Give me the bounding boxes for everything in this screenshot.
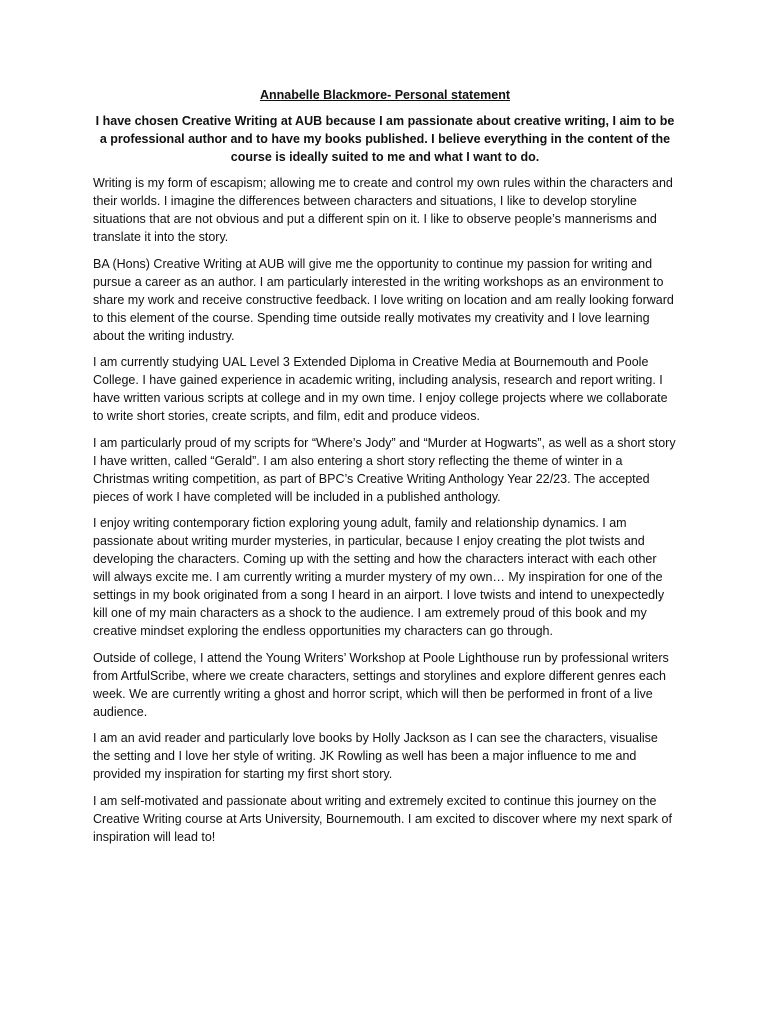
paragraph-reading: I am an avid reader and particularly love books by Holly Jackson as I can see the characters, visualise the setting and I love her style of writing. JK Rowling as well has been a major influence to me and provided my inspiration for starting my first short story. [93, 731, 658, 781]
paragraph-scripts: I am particularly proud of my scripts for “Where’s Jody” and “Murder at Hogwarts”, as well as a short story I have written, called “Gerald”. I am also entering a short story reflecting the theme of winter in a Christmas writing competition, as part of BPC’s Creative Writing Anthology Year 22/23. The accepted pieces of work I have completed will be included in a published anthology. [93, 435, 676, 504]
paragraph-current-studies: I am currently studying UAL Level 3 Extended Diploma in Creative Media at Bournemouth and Poole College. I have gained experience in academic writing, including analysis, research and report writing. I have written various scripts at college and in my own time. I enjoy college projects where we collaborate to write short stories, create scripts, and film, edit and produce videos. [93, 355, 668, 423]
paragraph-escapism: Writing is my form of escapism; allowing me to create and control my own rules within the characters and their worlds. I imagine the differences between characters and situations, I like to develop storyline situations that are not obvious and put a different spin on it. I like to observe people’s mannerisms and translate it into the story. [93, 176, 673, 244]
paragraph-workshop: Outside of college, I attend the Young Writers’ Workshop at Poole Lighthouse run by professional writers from ArtfulScribe, where we create characters, settings and storylines and explore different genres each week. We are currently writing a ghost and horror script, which will then be performed in front of a live audience. [93, 650, 669, 719]
paragraph-fiction-interests: I enjoy writing contemporary fiction exploring young adult, family and relationship dynamics. I am passionate about writing murder mysteries, in particular, because I enjoy creating the plot twists and developing the characters. Coming up with the setting and how the characters interact with each other will always excite me. I am currently writing a murder mystery of my own… My inspiration for one of the settings in my book originated from a song I heard in an airport. I love twists and intend to unexpectedly kill one of my main characters as a shock to the audience. I am extremely proud of this book and my creative mindset exploring the endless opportunities my characters can go through. [93, 516, 665, 638]
document-title: Annabelle Blackmore- Personal statement [259, 88, 511, 102]
document-body [93, 86, 677, 854]
paragraph-closing: I am self-motivated and passionate about writing and extremely excited to continue this journey on the Creative Writing course at Arts University, Bournemouth. I am excited to discover where my next spark of inspiration will lead to! [93, 793, 672, 844]
intro-paragraph: I have chosen Creative Writing at AUB because I am passionate about creative writing, I aim to be a professional author and to have my books published. I believe everything in the content of the course is ideally suited to me and what I want to do. [95, 114, 675, 164]
paragraph-ba-hons: BA (Hons) Creative Writing at AUB will give me the opportunity to continue my passion for writing and pursue a career as an author. I am particularly interested in the writing workshops as an environment to share my work and receive constructive feedback. I love writing on location and am really looking forward to this element of the course. Spending time outside really motivates my creativity and I love learning about the writing industry. [93, 256, 674, 343]
